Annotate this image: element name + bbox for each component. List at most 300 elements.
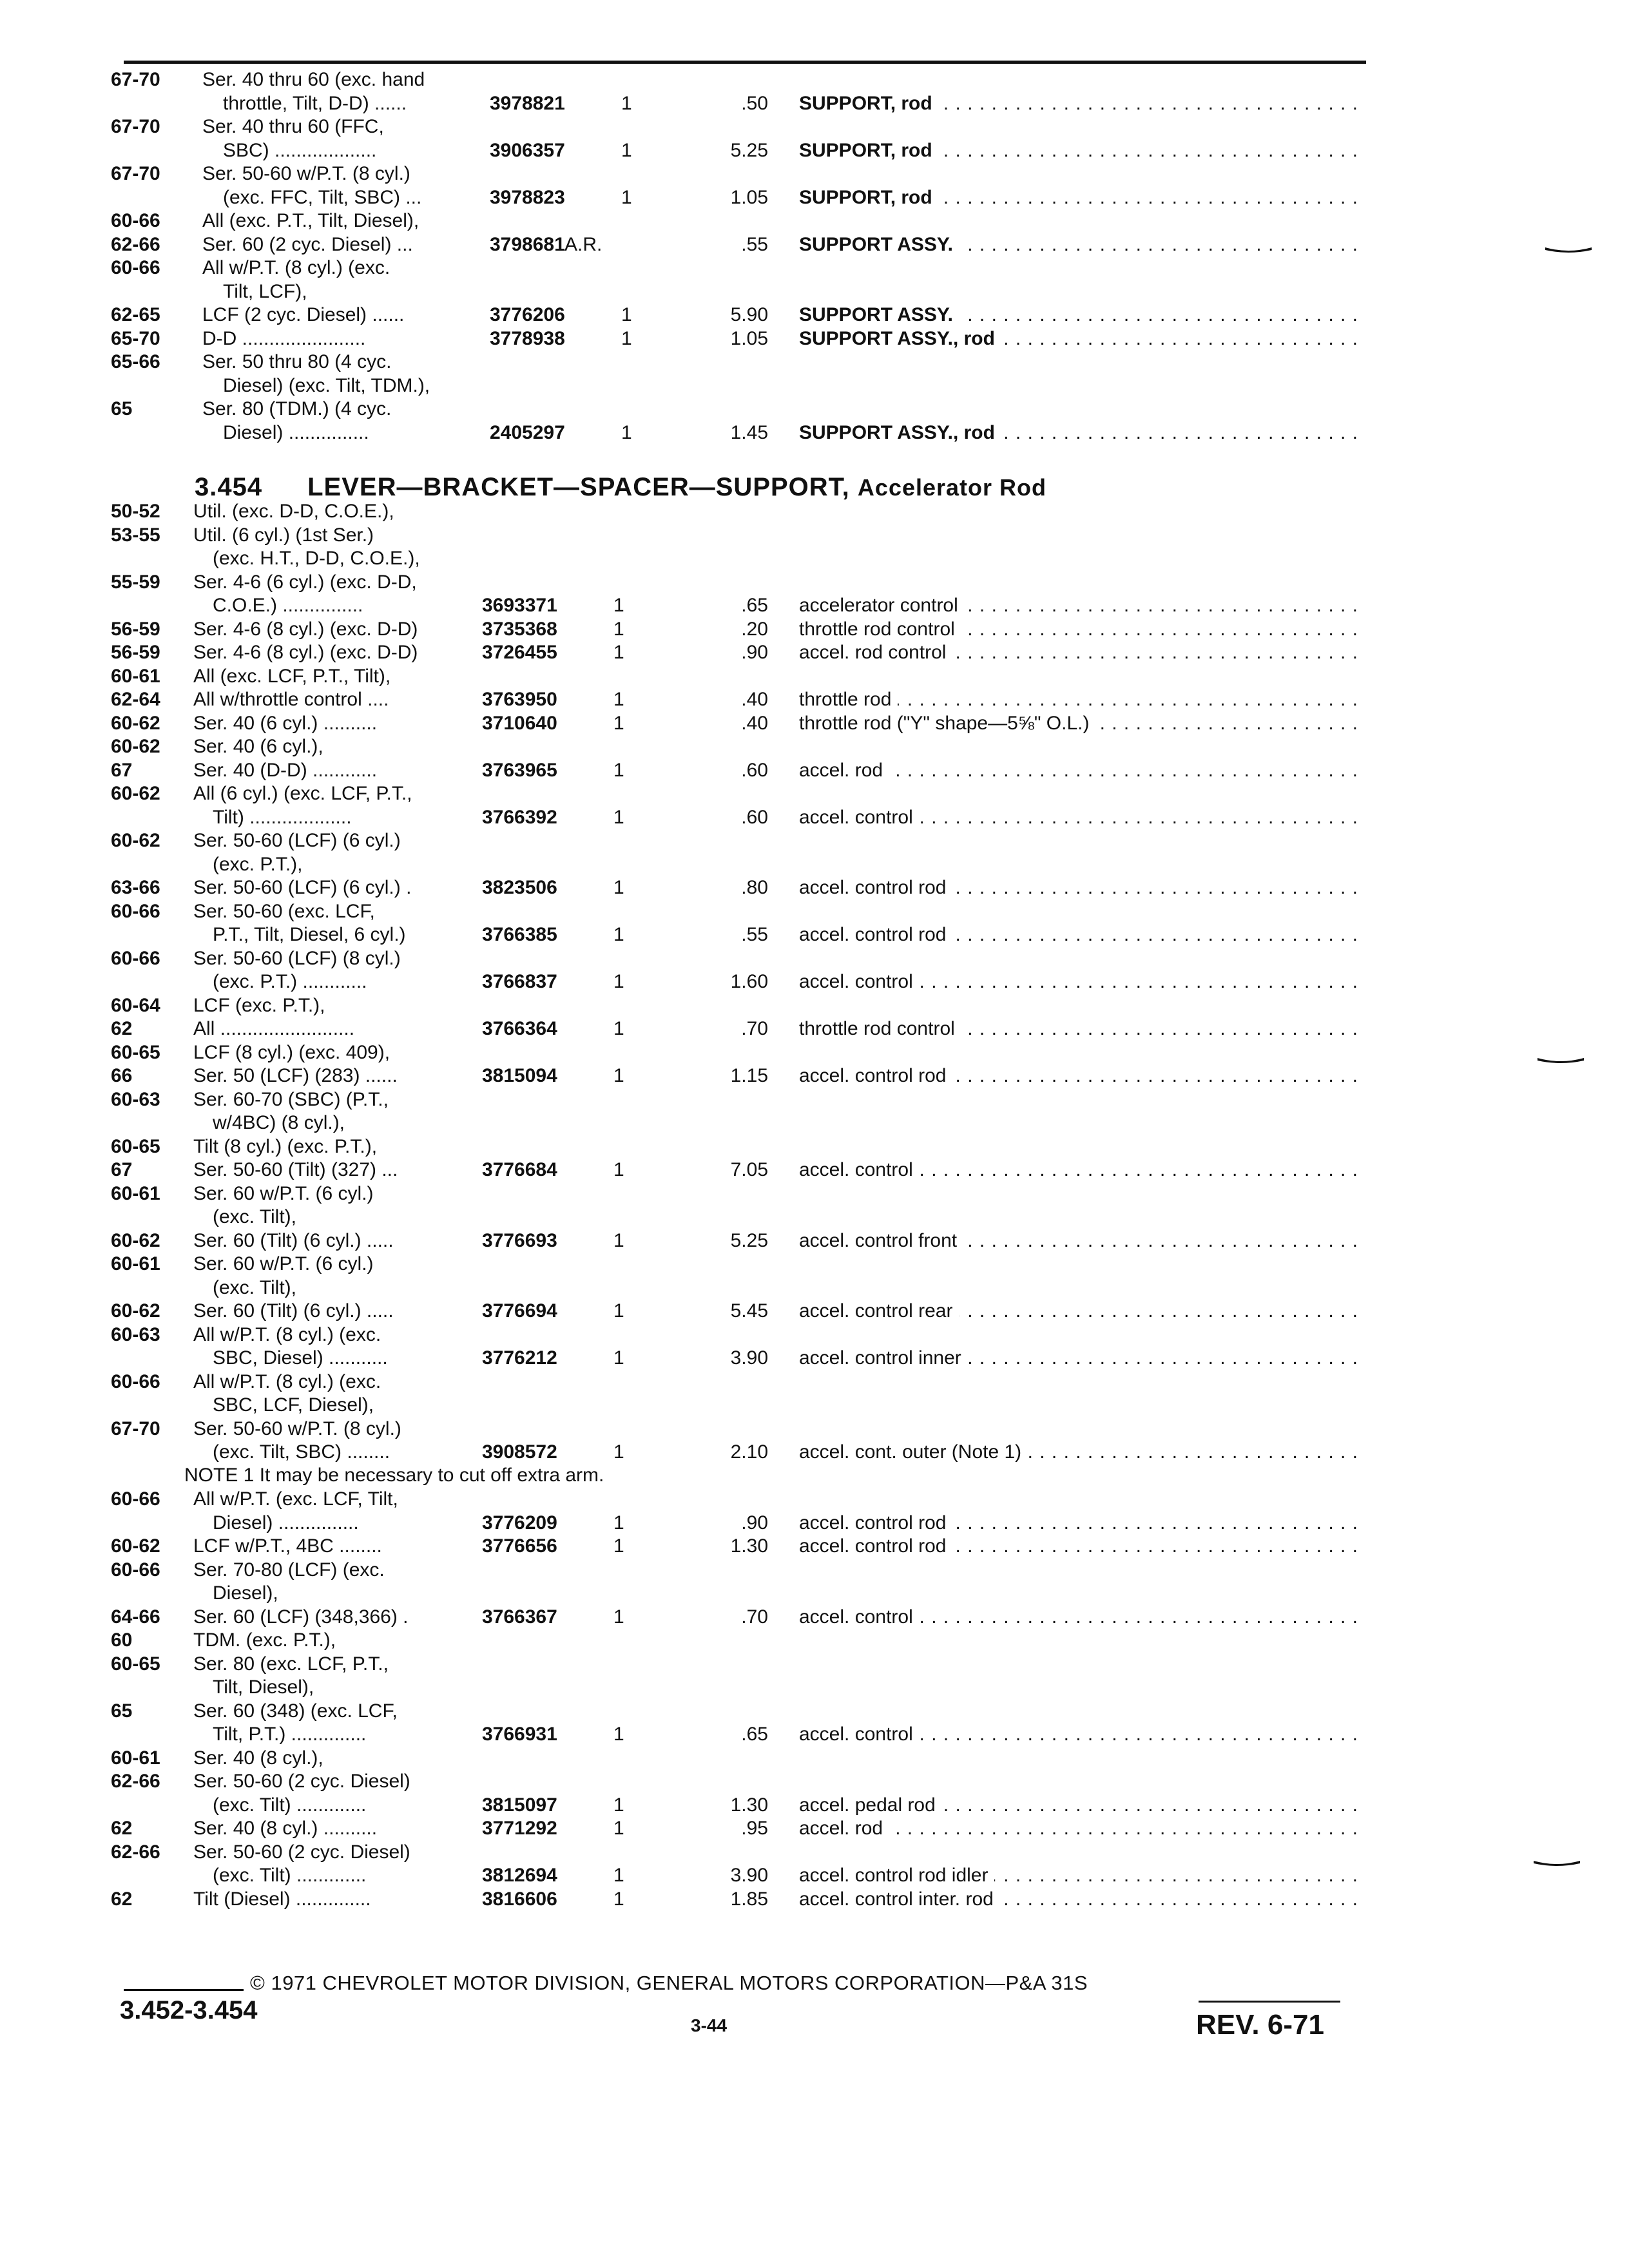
description-text: accel. control xyxy=(799,1606,920,1628)
entry-line xyxy=(0,1300,1629,1323)
entry-line xyxy=(0,1276,1629,1300)
part-number: 3776212 xyxy=(482,1347,557,1369)
model-years: 60-61 xyxy=(111,1747,160,1769)
model-years: 60-64 xyxy=(111,994,160,1016)
entry-line xyxy=(0,1206,1629,1229)
part-number: 3763965 xyxy=(482,759,557,781)
part-entry xyxy=(0,500,1629,618)
part-entry xyxy=(0,303,1629,327)
application-text: Util. (6 cyl.) (1st Ser.) xyxy=(193,524,374,546)
application-text: Ser. 60 w/P.T. (6 cyl.) xyxy=(193,1182,374,1204)
entry-line xyxy=(0,1747,1629,1771)
part-description xyxy=(799,1512,1358,1535)
section-heading xyxy=(195,473,1046,502)
description-text: accel. control xyxy=(799,1724,920,1745)
model-years: 60-66 xyxy=(111,900,160,922)
application-text: Ser. 50-60 (LCF) (8 cyl.) xyxy=(193,947,401,969)
entry-line xyxy=(0,256,1629,280)
part-number: 3776209 xyxy=(482,1512,557,1533)
quantity: 1 xyxy=(613,1018,624,1039)
part-number: 3726455 xyxy=(482,642,557,663)
model-years: 60-66 xyxy=(111,1370,160,1392)
quantity: 1 xyxy=(613,1606,624,1628)
entry-line xyxy=(0,1017,1629,1041)
model-years: 60-62 xyxy=(111,1229,160,1251)
quantity: 1 xyxy=(613,1724,624,1745)
part-number: 3778938 xyxy=(490,327,565,349)
part-entry xyxy=(0,1370,1629,1465)
part-number: 3766931 xyxy=(482,1724,557,1745)
quantity: 1 xyxy=(613,806,624,828)
entry-line xyxy=(0,1347,1629,1370)
section-range: 3.452-3.454 xyxy=(120,1996,258,2024)
part-number: 3766385 xyxy=(482,924,557,945)
entry-line xyxy=(0,1700,1629,1724)
application-text: TDM. (exc. P.T.), xyxy=(193,1629,336,1651)
application-text: Ser. 40 (6 cyl.) .......... xyxy=(193,712,378,734)
entry-line xyxy=(0,139,1629,163)
model-years: 62-64 xyxy=(111,689,160,710)
description-text: accel. control rod xyxy=(799,924,952,945)
part-entry xyxy=(0,1747,1629,1818)
entry-line xyxy=(0,641,1629,665)
price: .65 xyxy=(741,1724,768,1745)
entry-line xyxy=(0,1135,1629,1159)
application-text: Tilt, LCF), xyxy=(223,280,307,302)
quantity: 1 xyxy=(613,1065,624,1086)
model-years: 53-55 xyxy=(111,524,160,546)
model-years: 60-62 xyxy=(111,1535,160,1557)
price: 1.05 xyxy=(730,186,768,208)
model-years: 62-66 xyxy=(111,233,160,255)
part-number: 3823506 xyxy=(482,877,557,898)
application-text: Ser. 60 (348) (exc. LCF, xyxy=(193,1700,398,1722)
description-text: SUPPORT, rod xyxy=(799,140,939,161)
part-entry xyxy=(0,665,1629,712)
binding-hole-mark xyxy=(1537,1057,1584,1063)
application-text: Tilt (Diesel) .............. xyxy=(193,1888,371,1910)
description-text: accelerator control xyxy=(799,595,965,616)
entry-line xyxy=(0,1253,1629,1276)
entry-line xyxy=(0,1111,1629,1135)
application-text: Util. (exc. D-D, C.O.E.), xyxy=(193,501,394,522)
part-description xyxy=(799,186,1358,210)
application-text: Ser. 60 (Tilt) (6 cyl.) ..... xyxy=(193,1300,394,1321)
part-number: 3766364 xyxy=(482,1018,557,1039)
part-description xyxy=(799,759,1358,783)
entry-line xyxy=(0,1182,1629,1206)
model-years: 50-52 xyxy=(111,501,160,522)
entry-line xyxy=(0,665,1629,689)
description-text: accel. control rod xyxy=(799,1512,952,1533)
application-text: Ser. 60-70 (SBC) (P.T., xyxy=(193,1088,389,1110)
quantity: 1 xyxy=(621,186,632,208)
entry-line xyxy=(0,1723,1629,1747)
model-years: 67-70 xyxy=(111,1418,160,1439)
part-number: 3693371 xyxy=(482,595,557,616)
description-text: SUPPORT ASSY. xyxy=(799,234,959,255)
price: 5.90 xyxy=(730,304,768,325)
part-number: 3978821 xyxy=(490,92,565,114)
application-text: Ser. 40 (D-D) ............ xyxy=(193,759,378,781)
part-entry xyxy=(0,782,1629,829)
model-years: 62 xyxy=(111,1018,133,1039)
description-text: SUPPORT ASSY., rod xyxy=(799,422,1001,443)
description-text: SUPPORT, rod xyxy=(799,93,939,114)
price: 1.05 xyxy=(730,327,768,349)
price: .70 xyxy=(741,1018,768,1039)
top-rule xyxy=(124,61,1366,64)
model-years: 60-62 xyxy=(111,783,160,804)
price: 3.90 xyxy=(730,1865,768,1886)
entry-line xyxy=(0,1418,1629,1441)
part-description xyxy=(799,1300,1358,1323)
application-text: Tilt, P.T.) .............. xyxy=(213,1724,367,1745)
description-text: throttle rod xyxy=(799,689,898,710)
part-entry xyxy=(0,1253,1629,1323)
part-entry xyxy=(0,1888,1629,1912)
part-description xyxy=(799,327,1358,351)
entry-line xyxy=(0,1394,1629,1418)
model-years: 62-65 xyxy=(111,304,160,325)
part-number: 3776684 xyxy=(482,1159,557,1180)
price: .40 xyxy=(741,712,768,734)
model-years: 60-62 xyxy=(111,1300,160,1321)
entry-line xyxy=(0,374,1629,398)
application-text: All w/P.T. (8 cyl.) (exc. xyxy=(193,1323,381,1345)
model-years: 67-70 xyxy=(111,69,160,90)
quantity: 1 xyxy=(613,1229,624,1251)
application-text: Ser. 4-6 (8 cyl.) (exc. D-D) xyxy=(193,618,418,640)
part-entry xyxy=(0,1817,1629,1841)
application-text: Ser. 50-60 w/P.T. (8 cyl.) xyxy=(202,163,410,184)
part-entry xyxy=(0,1841,1629,1888)
footer-rule-left xyxy=(124,1989,244,1991)
quantity: 1 xyxy=(613,1159,624,1180)
application-text: (exc. Tilt, SBC) ........ xyxy=(213,1441,390,1463)
model-years: 67 xyxy=(111,759,133,781)
entry-line xyxy=(0,1158,1629,1182)
application-text: Ser. 80 (TDM.) (4 cyc. xyxy=(202,398,392,419)
application-text: (exc. Tilt) ............. xyxy=(213,1865,367,1886)
quantity: 1 xyxy=(613,971,624,992)
entry-line xyxy=(0,524,1629,548)
application-text: Ser. 50-60 w/P.T. (8 cyl.) xyxy=(193,1418,401,1439)
quantity: A.R. xyxy=(564,233,602,255)
model-years: 60-66 xyxy=(111,1559,160,1581)
description-text: accel. control xyxy=(799,1159,920,1180)
model-years: 60-63 xyxy=(111,1088,160,1110)
quantity: 1 xyxy=(621,139,632,161)
price: .40 xyxy=(741,689,768,710)
price: 7.05 xyxy=(730,1159,768,1180)
description-text: accel. control rear xyxy=(799,1300,959,1321)
part-number: 3798681 xyxy=(490,233,565,255)
part-description xyxy=(799,1888,1358,1912)
part-description xyxy=(799,1441,1358,1465)
entry-line xyxy=(0,327,1629,351)
entry-line xyxy=(0,115,1629,139)
part-entry xyxy=(0,1182,1629,1253)
entry-line xyxy=(0,829,1629,853)
section-title: LEVER—BRACKET—SPACER—SUPPORT, xyxy=(307,473,850,501)
entry-line xyxy=(0,500,1629,524)
entry-line xyxy=(0,1629,1629,1653)
price: 5.25 xyxy=(730,1229,768,1251)
application-text: Ser. 40 (6 cyl.), xyxy=(193,736,323,757)
model-years: 62 xyxy=(111,1818,133,1839)
application-text: Ser. 60 w/P.T. (6 cyl.) xyxy=(193,1253,374,1274)
description-text: accel. control xyxy=(799,807,920,828)
part-number: 3906357 xyxy=(490,139,565,161)
part-description xyxy=(799,1817,1358,1841)
quantity: 1 xyxy=(613,1347,624,1369)
page-number: 3-44 xyxy=(691,2015,728,2035)
part-description xyxy=(799,1535,1358,1559)
description-text: accel. control rod idler xyxy=(799,1865,994,1886)
application-text: P.T., Tilt, Diesel, 6 cyl.) xyxy=(213,924,406,945)
application-text: Ser. 40 thru 60 (exc. hand xyxy=(202,69,425,90)
entry-line xyxy=(0,209,1629,233)
part-number: 3776656 xyxy=(482,1535,557,1557)
part-number: 2405297 xyxy=(490,421,565,443)
part-description xyxy=(799,712,1358,736)
price: .55 xyxy=(741,233,768,255)
model-years: 64-66 xyxy=(111,1606,160,1628)
part-description xyxy=(799,233,1358,257)
entry-line xyxy=(0,594,1629,618)
description-text: accel. control inner xyxy=(799,1347,968,1369)
part-number: 3815097 xyxy=(482,1794,557,1816)
entry-line xyxy=(0,923,1629,947)
price: 1.15 xyxy=(730,1065,768,1086)
application-text: Ser. 50-60 (Tilt) (327) ... xyxy=(193,1159,398,1180)
price: 5.25 xyxy=(730,139,768,161)
part-number: 3978823 xyxy=(490,186,565,208)
application-text: Ser. 80 (exc. LCF, P.T., xyxy=(193,1653,389,1675)
model-years: 60-66 xyxy=(111,210,160,231)
description-text: accel. rod xyxy=(799,1818,889,1839)
part-entry xyxy=(0,1535,1629,1559)
entry-line xyxy=(0,1794,1629,1818)
entry-line xyxy=(0,759,1629,783)
part-description xyxy=(799,1229,1358,1253)
part-number: 3812694 xyxy=(482,1865,557,1886)
description-text: SUPPORT ASSY., rod xyxy=(799,328,1001,349)
quantity: 1 xyxy=(621,304,632,325)
quantity: 1 xyxy=(613,1441,624,1463)
application-text: (exc. P.T.) ............ xyxy=(213,971,367,992)
application-text: SBC, LCF, Diesel), xyxy=(213,1394,374,1416)
entry-line xyxy=(0,853,1629,877)
description-text: throttle rod ("Y" shape—5⅝" O.L.) xyxy=(799,713,1095,734)
model-years: 60-65 xyxy=(111,1041,160,1063)
description-text: accel. pedal rod xyxy=(799,1794,942,1816)
price: 5.45 xyxy=(730,1300,768,1321)
model-years: 60-61 xyxy=(111,1253,160,1274)
entry-line xyxy=(0,1559,1629,1582)
part-entry xyxy=(0,712,1629,736)
entry-line xyxy=(0,947,1629,971)
part-description xyxy=(799,1794,1358,1818)
application-text: Ser. 60 (Tilt) (6 cyl.) ..... xyxy=(193,1229,394,1251)
quantity: 1 xyxy=(613,595,624,616)
model-years: 60-61 xyxy=(111,665,160,687)
entry-line xyxy=(0,876,1629,900)
application-text: Ser. 60 (LCF) (348,366) . xyxy=(193,1606,409,1628)
entry-line xyxy=(0,970,1629,994)
entry-line xyxy=(0,712,1629,736)
entry-line xyxy=(0,994,1629,1018)
model-years: 60-66 xyxy=(111,947,160,969)
part-description xyxy=(799,876,1358,900)
quantity: 1 xyxy=(613,1794,624,1816)
application-text: Ser. 50 (LCF) (283) ...... xyxy=(193,1065,398,1086)
quantity: 1 xyxy=(613,1888,624,1910)
part-entry xyxy=(0,1041,1629,1088)
model-years: 60-66 xyxy=(111,257,160,278)
quantity: 1 xyxy=(613,877,624,898)
price: 1.45 xyxy=(730,421,768,443)
part-description xyxy=(799,1347,1358,1370)
entry-line xyxy=(0,1841,1629,1865)
quantity: 1 xyxy=(621,327,632,349)
application-text: Ser. 50-60 (2 cyc. Diesel) xyxy=(193,1771,410,1792)
part-description xyxy=(799,421,1358,445)
price: 2.10 xyxy=(730,1441,768,1463)
application-text: Diesel) ............... xyxy=(213,1512,359,1533)
price: .50 xyxy=(741,92,768,114)
part-entry xyxy=(0,351,1629,445)
part-description xyxy=(799,139,1358,163)
model-years: 62 xyxy=(111,1888,133,1910)
part-number: 3735368 xyxy=(482,618,557,640)
entry-line xyxy=(0,1606,1629,1629)
application-text: All w/P.T. (exc. LCF, Tilt, xyxy=(193,1488,398,1510)
entry-line xyxy=(0,900,1629,924)
application-text: All (6 cyl.) (exc. LCF, P.T., xyxy=(193,783,412,804)
price: .80 xyxy=(741,877,768,898)
application-text: LCF (exc. P.T.), xyxy=(193,994,325,1016)
quantity: 1 xyxy=(613,1818,624,1839)
entry-line xyxy=(0,1064,1629,1088)
description-text: accel. control front xyxy=(799,1230,963,1251)
model-years: 65-70 xyxy=(111,327,160,349)
price: 1.30 xyxy=(730,1794,768,1816)
section-subtitle: Accelerator Rod xyxy=(857,474,1047,501)
model-years: 56-59 xyxy=(111,642,160,663)
quantity: 1 xyxy=(613,1300,624,1321)
application-text: SBC) ................... xyxy=(223,139,377,161)
part-entry xyxy=(0,162,1629,209)
part-entry xyxy=(0,1488,1629,1535)
part-entry xyxy=(0,68,1629,115)
model-years: 67-70 xyxy=(111,116,160,137)
description-text: throttle rod control xyxy=(799,1018,961,1039)
quantity: 1 xyxy=(613,759,624,781)
part-description xyxy=(799,970,1358,994)
entry-line xyxy=(0,1653,1629,1677)
part-description xyxy=(799,1606,1358,1629)
part-number: 3776693 xyxy=(482,1229,557,1251)
binding-hole-mark xyxy=(1545,246,1592,253)
application-text: (exc. Tilt), xyxy=(213,1276,297,1298)
model-years: 60-63 xyxy=(111,1323,160,1345)
entry-line xyxy=(0,1535,1629,1559)
price: 1.85 xyxy=(730,1888,768,1910)
application-text: C.O.E.) ............... xyxy=(213,595,363,616)
part-entry xyxy=(0,209,1629,303)
entry-line xyxy=(0,571,1629,595)
part-entry xyxy=(0,900,1629,947)
model-years: 63-66 xyxy=(111,877,160,898)
part-entry xyxy=(0,618,1629,642)
application-text: Diesel) (exc. Tilt, TDM.), xyxy=(223,374,430,396)
model-years: 60 xyxy=(111,1629,133,1651)
model-years: 66 xyxy=(111,1065,133,1086)
application-text: Ser. 50-60 (LCF) (6 cyl.) xyxy=(193,830,401,851)
quantity: 1 xyxy=(613,642,624,663)
description-text: accel. rod xyxy=(799,760,889,781)
quantity: 1 xyxy=(613,618,624,640)
quantity: 1 xyxy=(621,92,632,114)
application-text: All ......................... xyxy=(193,1018,355,1039)
part-entry xyxy=(0,947,1629,994)
part-description xyxy=(799,1723,1358,1747)
entry-line xyxy=(0,618,1629,642)
part-entry xyxy=(0,1323,1629,1370)
part-number: 3771292 xyxy=(482,1818,557,1839)
description-text: accel. rod control xyxy=(799,642,952,663)
part-number: 3816606 xyxy=(482,1888,557,1910)
description-text: throttle rod control xyxy=(799,619,961,640)
part-description xyxy=(799,1158,1358,1182)
model-years: 60-66 xyxy=(111,1488,160,1510)
part-number: 3776694 xyxy=(482,1300,557,1321)
part-entry xyxy=(0,1088,1629,1182)
entry-line xyxy=(0,688,1629,712)
application-text: LCF (8 cyl.) (exc. 409), xyxy=(193,1041,390,1063)
application-text: (exc. P.T.), xyxy=(213,853,303,875)
model-years: 65 xyxy=(111,1700,133,1722)
entry-line xyxy=(0,1041,1629,1065)
application-text: Tilt, Diesel), xyxy=(213,1677,314,1698)
part-description xyxy=(799,618,1358,642)
application-text: Tilt (8 cyl.) (exc. P.T.), xyxy=(193,1135,378,1157)
binding-hole-mark xyxy=(1534,1860,1580,1866)
price: .55 xyxy=(741,924,768,945)
price: 1.60 xyxy=(730,971,768,992)
part-description xyxy=(799,92,1358,116)
model-years: 60-65 xyxy=(111,1135,160,1157)
entry-line xyxy=(0,806,1629,830)
description-text: accel. control rod xyxy=(799,1065,952,1086)
entry-line xyxy=(0,1441,1629,1465)
model-years: 67-70 xyxy=(111,163,160,184)
part-number: 3766367 xyxy=(482,1606,557,1628)
part-description xyxy=(799,1017,1358,1041)
price: .90 xyxy=(741,1512,768,1533)
entry-line xyxy=(0,68,1629,92)
model-years: 55-59 xyxy=(111,571,160,593)
part-number: 3815094 xyxy=(482,1065,557,1086)
application-text: Ser. 70-80 (LCF) (exc. xyxy=(193,1559,385,1581)
price: .95 xyxy=(741,1818,768,1839)
description-text: accel. control rod xyxy=(799,877,952,898)
entry-line xyxy=(0,1229,1629,1253)
application-text: All w/P.T. (8 cyl.) (exc. xyxy=(202,257,390,278)
part-entry xyxy=(0,641,1629,665)
